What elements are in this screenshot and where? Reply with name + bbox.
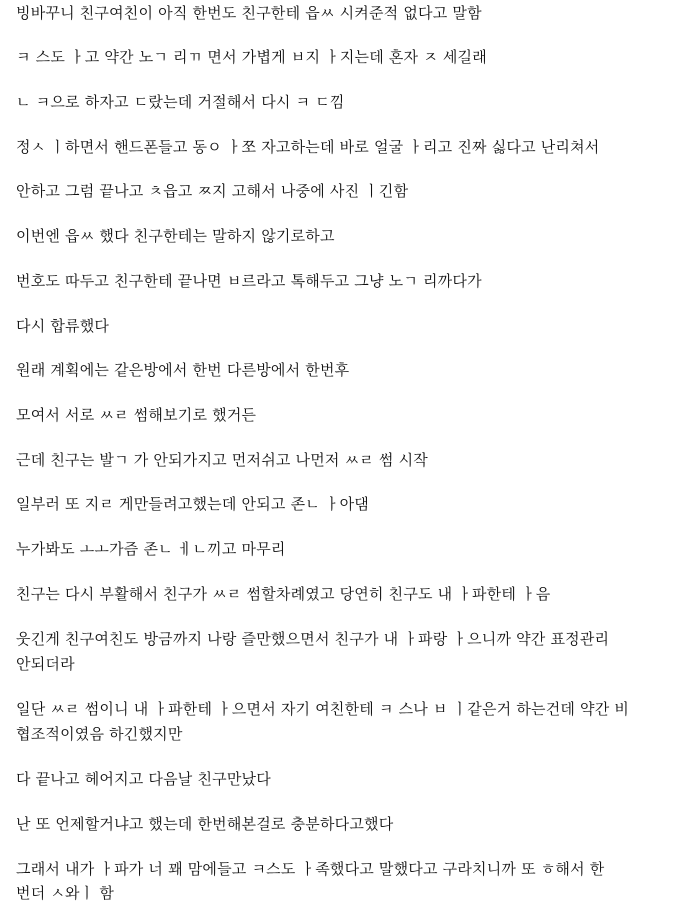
text-line: 난 또 언제할거냐고 했는데 한번해본걸로 충분하다고했다 xyxy=(16,815,394,833)
text-line: 그래서 내가 ㅏ파가 너 꽤 맘에들고 ㅋ스도 ㅏ족했다고 말했다고 구라치니까 또 ㅎ해서 한 xyxy=(16,860,605,878)
text-line: 일단 ㅆㄹ 썸이니 내 ㅏ파한테 ㅏ으면서 자기 여친한테 ㅋ 스나 ㅂ ㅣ같은거 하는건데 약간 비 xyxy=(16,700,630,718)
text-line: ㅋ 스도 ㅏ고 약간 노ㄱ 리ㄲ 면서 가볍게 ㅂ지 ㅏ지는데 혼자 ㅈ 세길래 xyxy=(16,48,487,66)
text-line: 모여서 서로 ㅆㄹ 썸해보기로 했거든 xyxy=(16,406,257,424)
text-line: 번호도 따두고 친구한테 끝나면 ㅂ르라고 톡해두고 그냥 노ㄱ 리까다가 xyxy=(16,272,482,290)
text-line: 근데 친구는 발ㄱ 가 안되가지고 먼저쉬고 나먼저 ㅆㄹ 썸 시작 xyxy=(16,451,428,469)
text-line: 다시 합류했다 xyxy=(16,317,110,335)
text-line: 다 끝나고 헤어지고 다음날 친구만났다 xyxy=(16,770,271,788)
text-line: 정ㅅ ㅣ하면서 핸드폰들고 동ㅇ ㅏ쪼 자고하는데 바로 얼굴 ㅏ리고 진짜 싫다고 난리쳐서 xyxy=(16,138,600,156)
text-line: 빙바꾸니 친구여친이 아직 한번도 친구한테 읍ㅆ 시켜준적 없다고 말함 xyxy=(16,4,482,22)
text-line: ㄴ ㅋ으로 하자고 ㄷ랐는데 거절해서 다시 ㅋ ㄷ낌 xyxy=(16,93,345,111)
text-line: 원래 계획에는 같은방에서 한번 다른방에서 한번후 xyxy=(16,361,350,379)
text-line: 이번엔 읍ㅆ 했다 친구한테는 말하지 않기로하고 xyxy=(16,227,335,245)
text-line: 일부러 또 지ㄹ 게만들려고했는데 안되고 존ㄴ ㅏ아댐 xyxy=(16,495,369,513)
text-line: 웃긴게 친구여친도 방금까지 나랑 즐만했으면서 친구가 내 ㅏ파랑 ㅏ으니까 약간 표정관리 xyxy=(16,630,610,648)
text-line: 안되더라 xyxy=(16,655,75,673)
text-line: 안하고 그럼 끝나고 ㅊ읍고 ㅉ지 고해서 나중에 사진 ㅣ긴함 xyxy=(16,182,409,200)
text-line: 친구는 다시 부활해서 친구가 ㅆㄹ 썸할차례였고 당연히 친구도 내 ㅏ파한테 ㅏ음 xyxy=(16,585,551,603)
text-line: 번더 ㅅ와ㅣ 함 xyxy=(16,884,115,902)
text-line: 협조적이였음 하긴했지만 xyxy=(16,725,183,743)
text-line: 누가봐도 ㅗㅗ가즘 존ㄴ ㅔㄴ끼고 마무리 xyxy=(16,540,286,558)
